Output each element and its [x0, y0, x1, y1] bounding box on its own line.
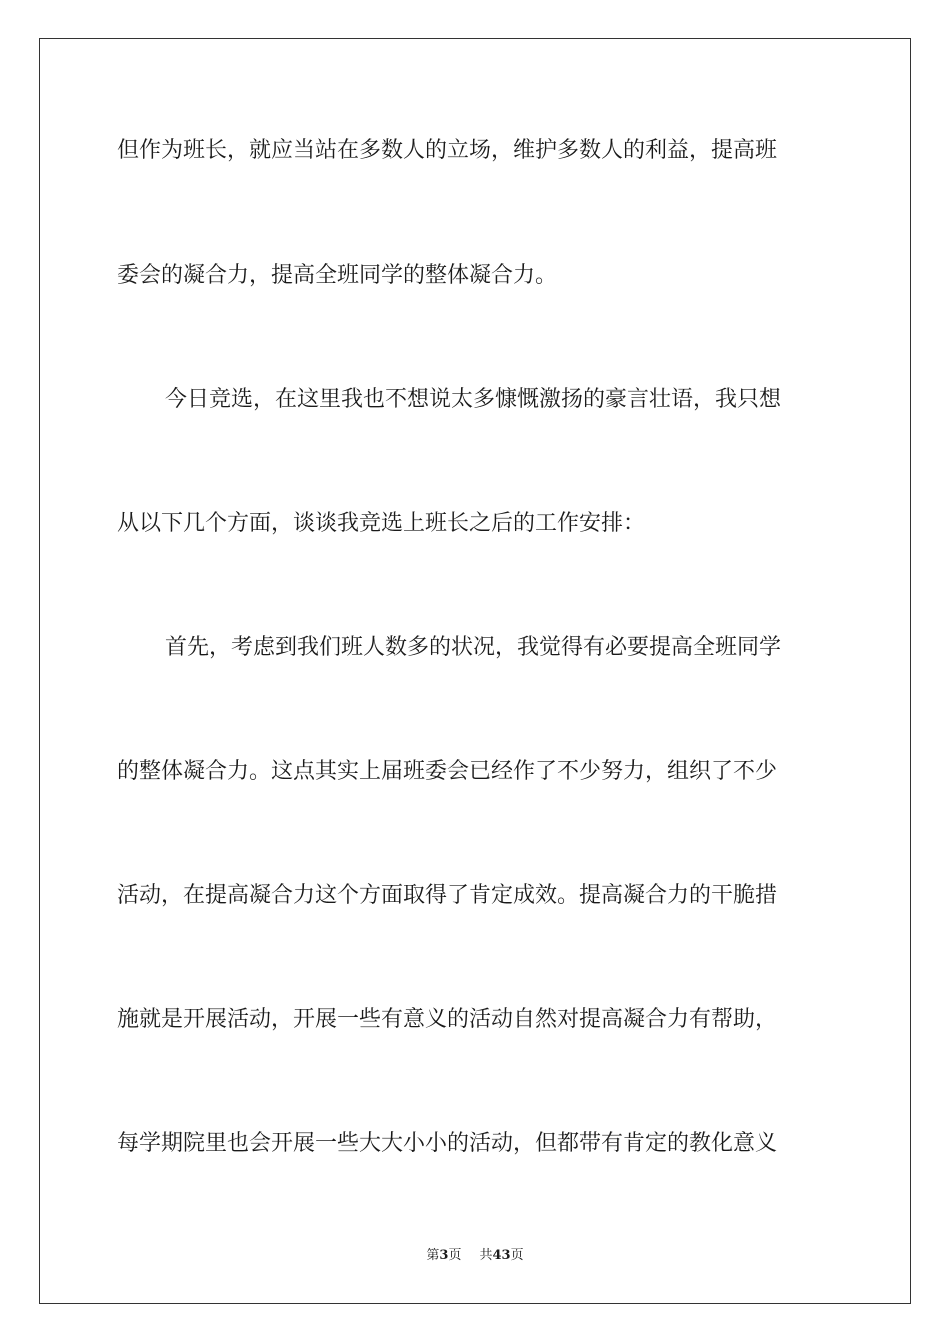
text-line-7: 活动，在提高凝合力这个方面取得了肯定成效。提高凝合力的干脆措: [117, 883, 778, 908]
footer-total-number: 43: [492, 1248, 511, 1263]
footer-total-prefix: 共: [479, 1248, 493, 1263]
text-line-3: 今日竞选，在这里我也不想说太多慷慨激扬的豪言壮语，我只想: [165, 387, 782, 412]
text-line-2: 委会的凝合力，提高全班同学的整体凝合力。: [117, 263, 558, 288]
text-line-1: 但作为班长，就应当站在多数人的立场，维护多数人的利益，提高班: [117, 138, 778, 163]
text-line-4: 从以下几个方面，谈谈我竞选上班长之后的工作安排：: [117, 511, 646, 536]
page-border: [39, 38, 911, 1304]
footer-page-prefix: 第: [426, 1248, 440, 1263]
text-line-5: 首先，考虑到我们班人数多的状况，我觉得有必要提高全班同学: [165, 635, 782, 660]
page-footer: [0, 1247, 950, 1265]
footer-total-suffix: 页: [510, 1248, 524, 1263]
text-line-6: 的整体凝合力。这点其实上届班委会已经作了不少努力，组织了不少: [117, 759, 778, 784]
text-line-8: 施就是开展活动，开展一些有意义的活动自然对提高凝合力有帮助，: [117, 1007, 778, 1032]
footer-page-suffix: 页: [448, 1248, 462, 1263]
footer-page-number: 3: [439, 1248, 449, 1263]
text-line-9: 每学期院里也会开展一些大大小小的活动，但都带有肯定的教化意义: [117, 1131, 778, 1156]
